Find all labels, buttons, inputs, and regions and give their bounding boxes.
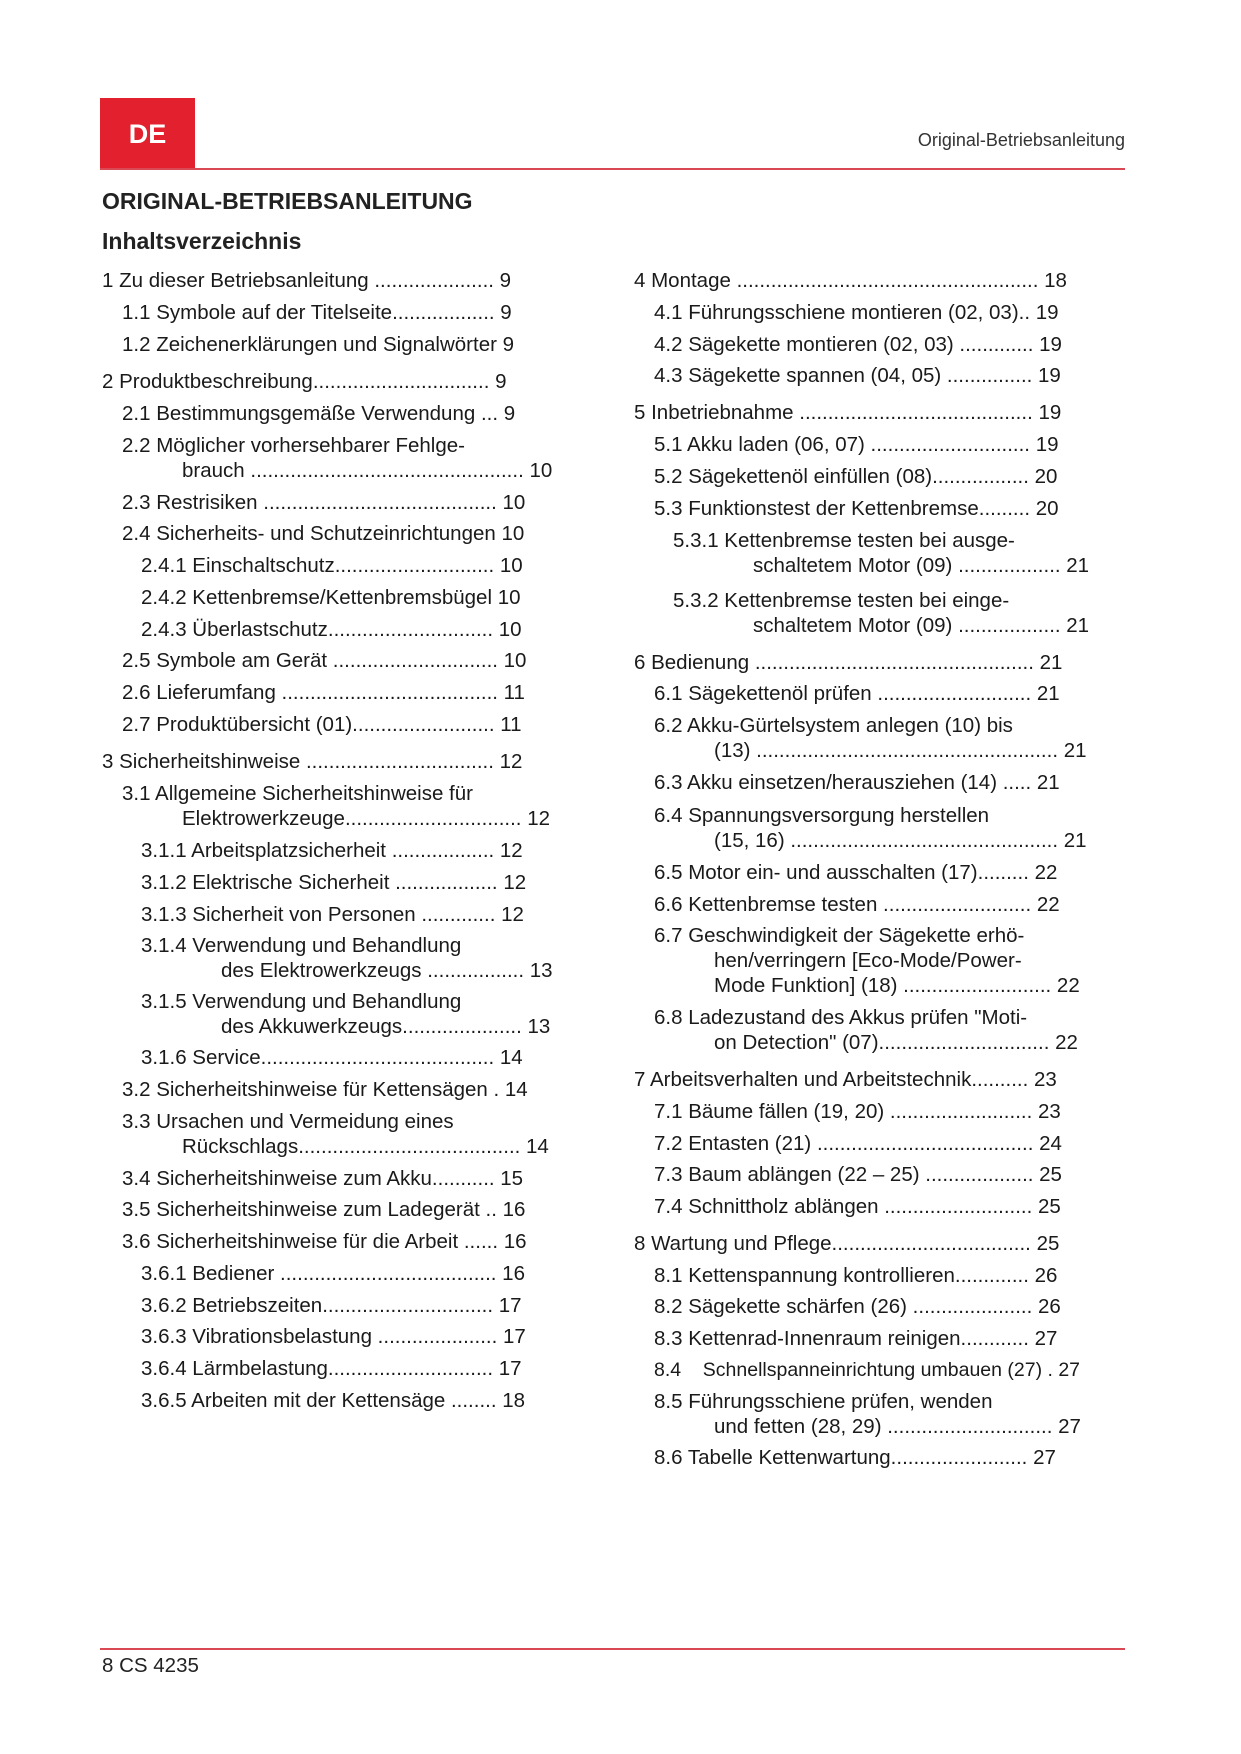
toc-entry[interactable]: 2 Produktbeschreibung............................... 9 <box>102 370 507 393</box>
toc-entry[interactable]: 7.2 Entasten (21) ...................................... 24 <box>654 1132 1062 1155</box>
toc-entry[interactable]: 2.2 Möglicher vorhersehbarer Fehlge- brauch ................................................ 10 <box>102 433 560 483</box>
toc-entry[interactable]: 2.3 Restrisiken ......................................... 10 <box>122 491 526 514</box>
toc-entry-continuation: brauch ................................................ 10 <box>182 459 553 482</box>
toc-entry-continuation: Rückschlags....................................... 14 <box>182 1135 549 1158</box>
toc-entry[interactable]: 3.1.3 Sicherheit von Personen ............. 12 <box>141 903 524 926</box>
toc-entry-continuation: (13) ..................................................... 21 <box>714 739 1087 762</box>
toc-entry[interactable]: 2.6 Lieferumfang ...................................... 11 <box>122 681 525 704</box>
toc-entry-continuation: on Detection" (07).............................. 22 <box>714 1031 1078 1054</box>
toc-entry[interactable]: 3.1.5 Verwendung und Behandlung des Akkuwerkzeugs..................... 13 <box>102 989 560 1039</box>
header-divider <box>100 168 1125 170</box>
toc-entry[interactable]: 3.6.3 Vibrationsbelastung ..................... 17 <box>141 1325 526 1348</box>
toc-entry[interactable]: 6.1 Sägekettenöl prüfen ........................... 21 <box>654 682 1060 705</box>
toc-entry[interactable]: 8.6 Tabelle Kettenwartung........................ 27 <box>654 1446 1056 1469</box>
toc-entry[interactable]: 6 Bedienung ................................................. 21 <box>634 651 1063 674</box>
toc-entry-continuation: und fetten (28, 29) ............................. 27 <box>714 1415 1081 1438</box>
toc-entry[interactable]: 4.3 Sägekette spannen (04, 05) ............... 19 <box>654 364 1061 387</box>
toc-entry[interactable]: 3.1.2 Elektrische Sicherheit .................. 12 <box>141 871 527 894</box>
toc-entry[interactable]: 2.4.3 Überlastschutz............................. 10 <box>141 618 522 641</box>
toc-entry[interactable]: 2.7 Produktübersicht (01)......................... 11 <box>122 713 522 736</box>
toc-entry[interactable]: 2.4.1 Einschaltschutz............................ 10 <box>141 554 523 577</box>
footer-divider <box>100 1648 1125 1650</box>
header-title: Original-Betriebsanleitung <box>917 130 1125 150</box>
toc-entry[interactable]: 8.5 Führungsschiene prüfen, wenden und fetten (28, 29) ............................. 27 <box>634 1389 1124 1439</box>
toc-entry[interactable]: 3.6.5 Arbeiten mit der Kettensäge ........ 18 <box>141 1389 526 1412</box>
toc-entry[interactable]: 7.4 Schnittholz ablängen .......................... 25 <box>654 1195 1061 1218</box>
toc-entry[interactable]: 3.6.4 Lärmbelastung............................. 17 <box>141 1357 522 1380</box>
toc-entry-continuation: des Akkuwerkzeugs..................... 13 <box>221 1015 551 1038</box>
toc-entry-continuation: (15, 16) ............................................... 21 <box>714 829 1087 852</box>
toc-entry[interactable]: 1.1 Symbole auf der Titelseite.................. 9 <box>122 301 512 324</box>
toc-entry[interactable]: 6.5 Motor ein- und ausschalten (17)......... 22 <box>654 861 1058 884</box>
toc-entry[interactable]: 8 Wartung und Pflege................................... 25 <box>634 1232 1060 1255</box>
document-title: ORIGINAL-BETRIEBSANLEITUNG <box>102 188 473 214</box>
toc-entry[interactable]: 3.2 Sicherheitshinweise für Kettensägen . 14 <box>122 1078 528 1101</box>
toc-entry[interactable]: 6.4 Spannungsversorgung herstellen (15, 16) ............................................... 21 <box>634 803 1124 853</box>
toc-entry-continuation: hen/verringern [Eco-Mode/Power- <box>714 949 1022 972</box>
toc-entry[interactable]: 6.2 Akku-Gürtelsystem anlegen (10) bis (13) ..................................................... 21 <box>634 713 1124 763</box>
toc-entry-continuation: schaltetem Motor (09) .................. 21 <box>753 614 1090 637</box>
toc-entry[interactable]: 5.3.1 Kettenbremse testen bei ausge- schaltetem Motor (09) .................. 21 <box>634 528 1124 578</box>
toc-entry[interactable]: 6.7 Geschwindigkeit der Sägekette erhö- hen/verringern [Eco-Mode/Power- Mode Funktion] (18) .......................... 22 <box>634 923 1124 998</box>
toc-heading: Inhaltsverzeichnis <box>102 228 302 254</box>
toc-entry[interactable]: 5 Inbetriebnahme ......................................... 19 <box>634 401 1062 424</box>
toc-entry[interactable]: 4 Montage ..................................................... 18 <box>634 269 1067 292</box>
toc-entry-continuation: Mode Funktion] (18) .......................... 22 <box>714 974 1080 997</box>
toc-entry[interactable]: 5.1 Akku laden (06, 07) ............................ 19 <box>654 433 1059 456</box>
toc-entry[interactable]: 1 Zu dieser Betriebsanleitung ..................... 9 <box>102 269 512 292</box>
toc-entry-continuation: Elektrowerkzeuge............................... 12 <box>182 807 550 830</box>
toc-right-column <box>634 268 1124 1470</box>
toc-entry[interactable]: 3.6.1 Bediener ...................................... 16 <box>141 1262 525 1285</box>
toc-entry[interactable]: 3.4 Sicherheitshinweise zum Akku........... 15 <box>122 1167 524 1190</box>
toc-entry[interactable]: 7 Arbeitsverhalten und Arbeitstechnik.......... 23 <box>634 1068 1057 1091</box>
toc-entry[interactable]: 6.6 Kettenbremse testen .......................... 22 <box>654 893 1060 916</box>
toc-entry[interactable]: 3.1.4 Verwendung und Behandlung des Elektrowerkzeugs ................. 13 <box>102 933 560 983</box>
toc-entry[interactable]: 3.1 Allgemeine Sicherheitshinweise für Elektrowerkzeuge............................... 12 <box>102 781 560 831</box>
toc-entry[interactable]: 3.1.6 Service......................................... 14 <box>141 1046 523 1069</box>
toc-entry[interactable]: 5.3.2 Kettenbremse testen bei einge- schaltetem Motor (09) .................. 21 <box>634 588 1124 638</box>
toc-entry[interactable]: 3.6 Sicherheitshinweise für die Arbeit ...... 16 <box>122 1230 527 1253</box>
toc-entry[interactable]: 2.1 Bestimmungsgemäße Verwendung ... 9 <box>122 402 516 425</box>
toc-entry[interactable]: 4.2 Sägekette montieren (02, 03) ............. 19 <box>654 333 1062 356</box>
toc-entry[interactable]: 3.1.1 Arbeitsplatzsicherheit .................. 12 <box>141 839 523 862</box>
toc-entry[interactable]: 8.4 Schnellspanneinrichtung umbauen (27) . 27 <box>654 1359 1081 1381</box>
toc-entry[interactable]: 3.5 Sicherheitshinweise zum Ladegerät .. 16 <box>122 1198 526 1221</box>
language-badge: DE <box>100 98 195 170</box>
toc-entry[interactable]: 8.3 Kettenrad-Innenraum reinigen............ 27 <box>654 1327 1058 1350</box>
toc-entry[interactable]: 2.5 Symbole am Gerät ............................. 10 <box>122 649 527 672</box>
toc-entry-continuation: des Elektrowerkzeugs ................. 13 <box>221 959 553 982</box>
toc-entry[interactable]: 2.4 Sicherheits- und Schutzeinrichtungen 10 <box>122 522 525 545</box>
toc-entry[interactable]: 8.2 Sägekette schärfen (26) ..................... 26 <box>654 1295 1061 1318</box>
footer-page-label: 8 CS 4235 <box>102 1654 199 1677</box>
toc-entry[interactable]: 3.3 Ursachen und Vermeidung eines Rückschlags....................................... 14 <box>102 1109 560 1159</box>
toc-entry[interactable]: 5.2 Sägekettenöl einfüllen (08)................. 20 <box>654 465 1058 488</box>
toc-entry[interactable]: 5.3 Funktionstest der Kettenbremse......... 20 <box>654 497 1059 520</box>
toc-entry[interactable]: 2.4.2 Kettenbremse/Kettenbremsbügel 10 <box>141 586 521 609</box>
toc-entry[interactable]: 8.1 Kettenspannung kontrollieren............. 26 <box>654 1264 1058 1287</box>
toc-entry[interactable]: 7.3 Baum ablängen (22 – 25) ................... 25 <box>654 1163 1062 1186</box>
toc-entry-continuation: schaltetem Motor (09) .................. 21 <box>753 554 1090 577</box>
toc-entry[interactable]: 3 Sicherheitshinweise ................................. 12 <box>102 750 523 773</box>
toc-left-column <box>102 268 560 1413</box>
toc-entry[interactable]: 3.6.2 Betriebszeiten.............................. 17 <box>141 1294 522 1317</box>
toc-entry[interactable]: 6.8 Ladezustand des Akkus prüfen "Moti- on Detection" (07).............................. 22 <box>634 1005 1124 1055</box>
toc-entry[interactable]: 4.1 Führungsschiene montieren (02, 03).. 19 <box>654 301 1059 324</box>
toc-entry[interactable]: 6.3 Akku einsetzen/herausziehen (14) ..... 21 <box>654 771 1060 794</box>
toc-entry[interactable]: 7.1 Bäume fällen (19, 20) ......................... 23 <box>654 1100 1061 1123</box>
toc-entry[interactable]: 1.2 Zeichenerklärungen und Signalwörter 9 <box>122 333 515 356</box>
